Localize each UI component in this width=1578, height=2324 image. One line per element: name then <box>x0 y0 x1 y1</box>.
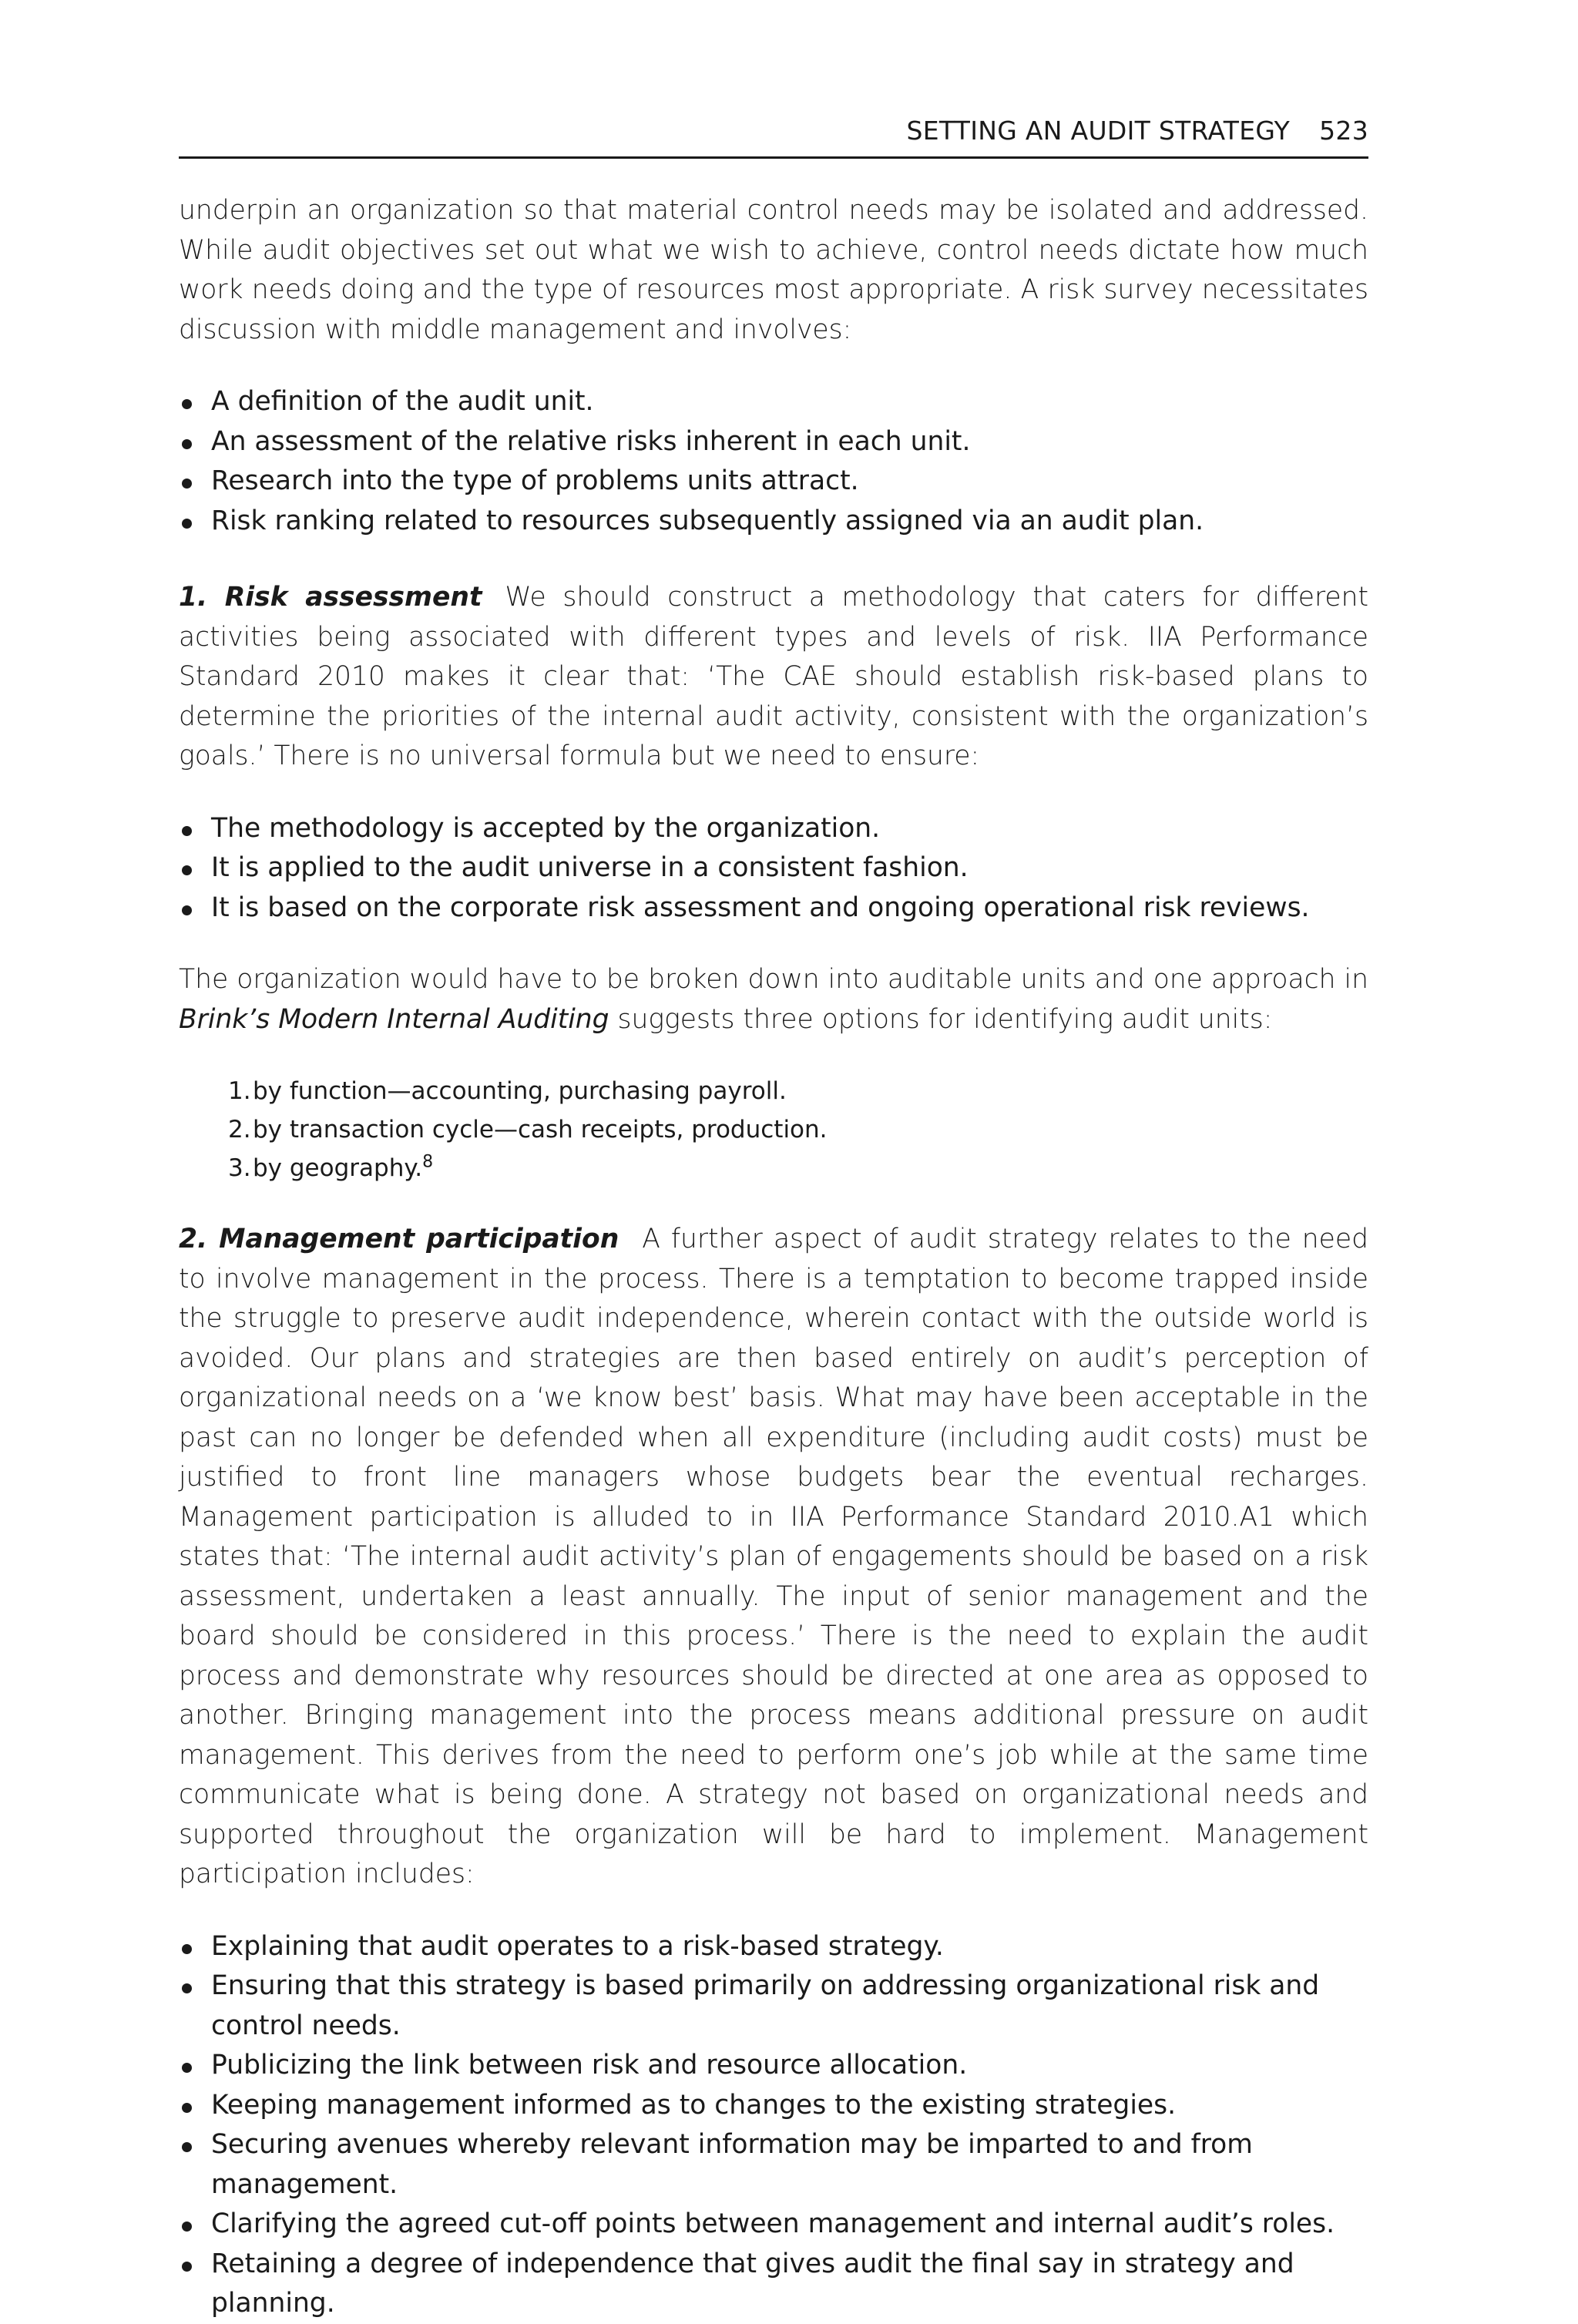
risk-assessment-text: We should construct a methodology that caters for different activities being associated with different types and levels of risk. IIA Performance Standard 2010 makes it clear that: ‘The CAE should establish risk-based plans to determine the priorities of the internal audit activity, consistent with the organization’s goals.’ There is no universal formula but we need to ensure: <box>179 582 1368 771</box>
book-page <box>179 116 1368 2324</box>
management-participation-paragraph <box>179 1220 1368 1895</box>
list-item: Ensuring that this strategy is based primarily on addressing organizational risk and control needs. <box>179 1966 1368 2046</box>
running-header <box>179 116 1368 159</box>
risk-assessment-heading: 1. Risk assessment <box>179 582 482 613</box>
list-item: Keeping management informed as to changes to the existing strategies. <box>179 2086 1368 2126</box>
list-item: It is applied to the audit universe in a consistent fashion. <box>179 848 1368 888</box>
list-item: Explaining that audit operates to a risk-based strategy. <box>179 1927 1368 1967</box>
methodology-list <box>179 809 1368 929</box>
list-item: It is based on the corporate risk assessment and ongoing operational risk reviews. <box>179 888 1368 929</box>
intro-paragraph: underpin an organization so that material control needs may be isolated and addressed. While audit objectives set out what we wish to achieve, control needs dictate how much work needs doing and the type of resources most appropriate. A risk survey necessitates discussion with middle management and involves: <box>179 195 1368 345</box>
page-number: 523 <box>1319 116 1368 146</box>
list-item: 3.by geography.$^8$ <box>228 1152 434 1182</box>
book-title: Brink’s Modern Internal Auditing <box>179 1003 609 1035</box>
list-item: Research into the type of problems units attract. <box>179 462 1368 502</box>
running-title: SETTING AN AUDIT STRATEGY <box>906 116 1291 146</box>
management-participation-text: A further aspect of audit strategy relates to the need to involve management in the process. There is a temptation to become trapped inside the struggle to preserve audit independence, wherein contact with the outside world is avoided. Our plans and strategies are then based entirely on audit’s perception of organizational needs on a ‘we know best’ basis. What may have been acceptable in the past can no longer be defended when all expenditure (including audit costs) must be justified to front line managers whose budgets bear the eventual recharges. Management participation is alluded to in IIA Performance Standard 2010.A1 which states that: ‘The internal audit activity’s plan of engagements should be based on a risk assessment, undertaken a least annually. The input of senior management and the board should be considered in this process.’ There is the need to explain the audit process and demonstrate why resources should be directed at one area as opposed to another. Bringing management into the process means additional pressure on audit management. This derives from the need to perform one’s job while at the same time communicate what is being done. A strategy not based on organizational needs and supported throughout the organization will be hard to implement. Management participation includes: <box>179 1224 1368 1889</box>
audit-unit-options <box>179 1072 1368 1187</box>
list-item: The methodology is accepted by the organization. <box>179 809 1368 849</box>
list-item: Securing avenues whereby relevant information may be imparted to and from management. <box>179 2125 1368 2205</box>
audit-units-paragraph: The organization would have to be broken down into auditable units and one approach in Brink’s Modern Internal Auditing suggests three options for identifying audit units: <box>179 964 1368 1035</box>
risk-assessment-paragraph <box>179 578 1368 777</box>
list-item: Publicizing the link between risk and resource allocation. <box>179 2046 1368 2086</box>
footnote-reference[interactable]: 8 <box>422 1152 434 1172</box>
participation-list <box>179 1927 1368 2324</box>
list-item: An assessment of the relative risks inherent in each unit. <box>179 422 1368 462</box>
list-item: A definition of the audit unit. <box>179 382 1368 422</box>
list-item: Clarifying the agreed cut-off points between management and internal audit’s roles. <box>179 2205 1368 2245</box>
management-participation-heading: 2. Management participation <box>179 1224 619 1254</box>
list-item: 2.by transaction cycle—cash receipts, production. <box>228 1116 828 1144</box>
list-item: Retaining a degree of independence that gives audit the final say in strategy and planning. <box>179 2245 1368 2324</box>
risk-survey-list <box>179 382 1368 541</box>
list-item: 1.by function—accounting, purchasing payroll. <box>228 1077 787 1105</box>
list-item: Risk ranking related to resources subsequently assigned via an audit plan. <box>179 502 1368 542</box>
